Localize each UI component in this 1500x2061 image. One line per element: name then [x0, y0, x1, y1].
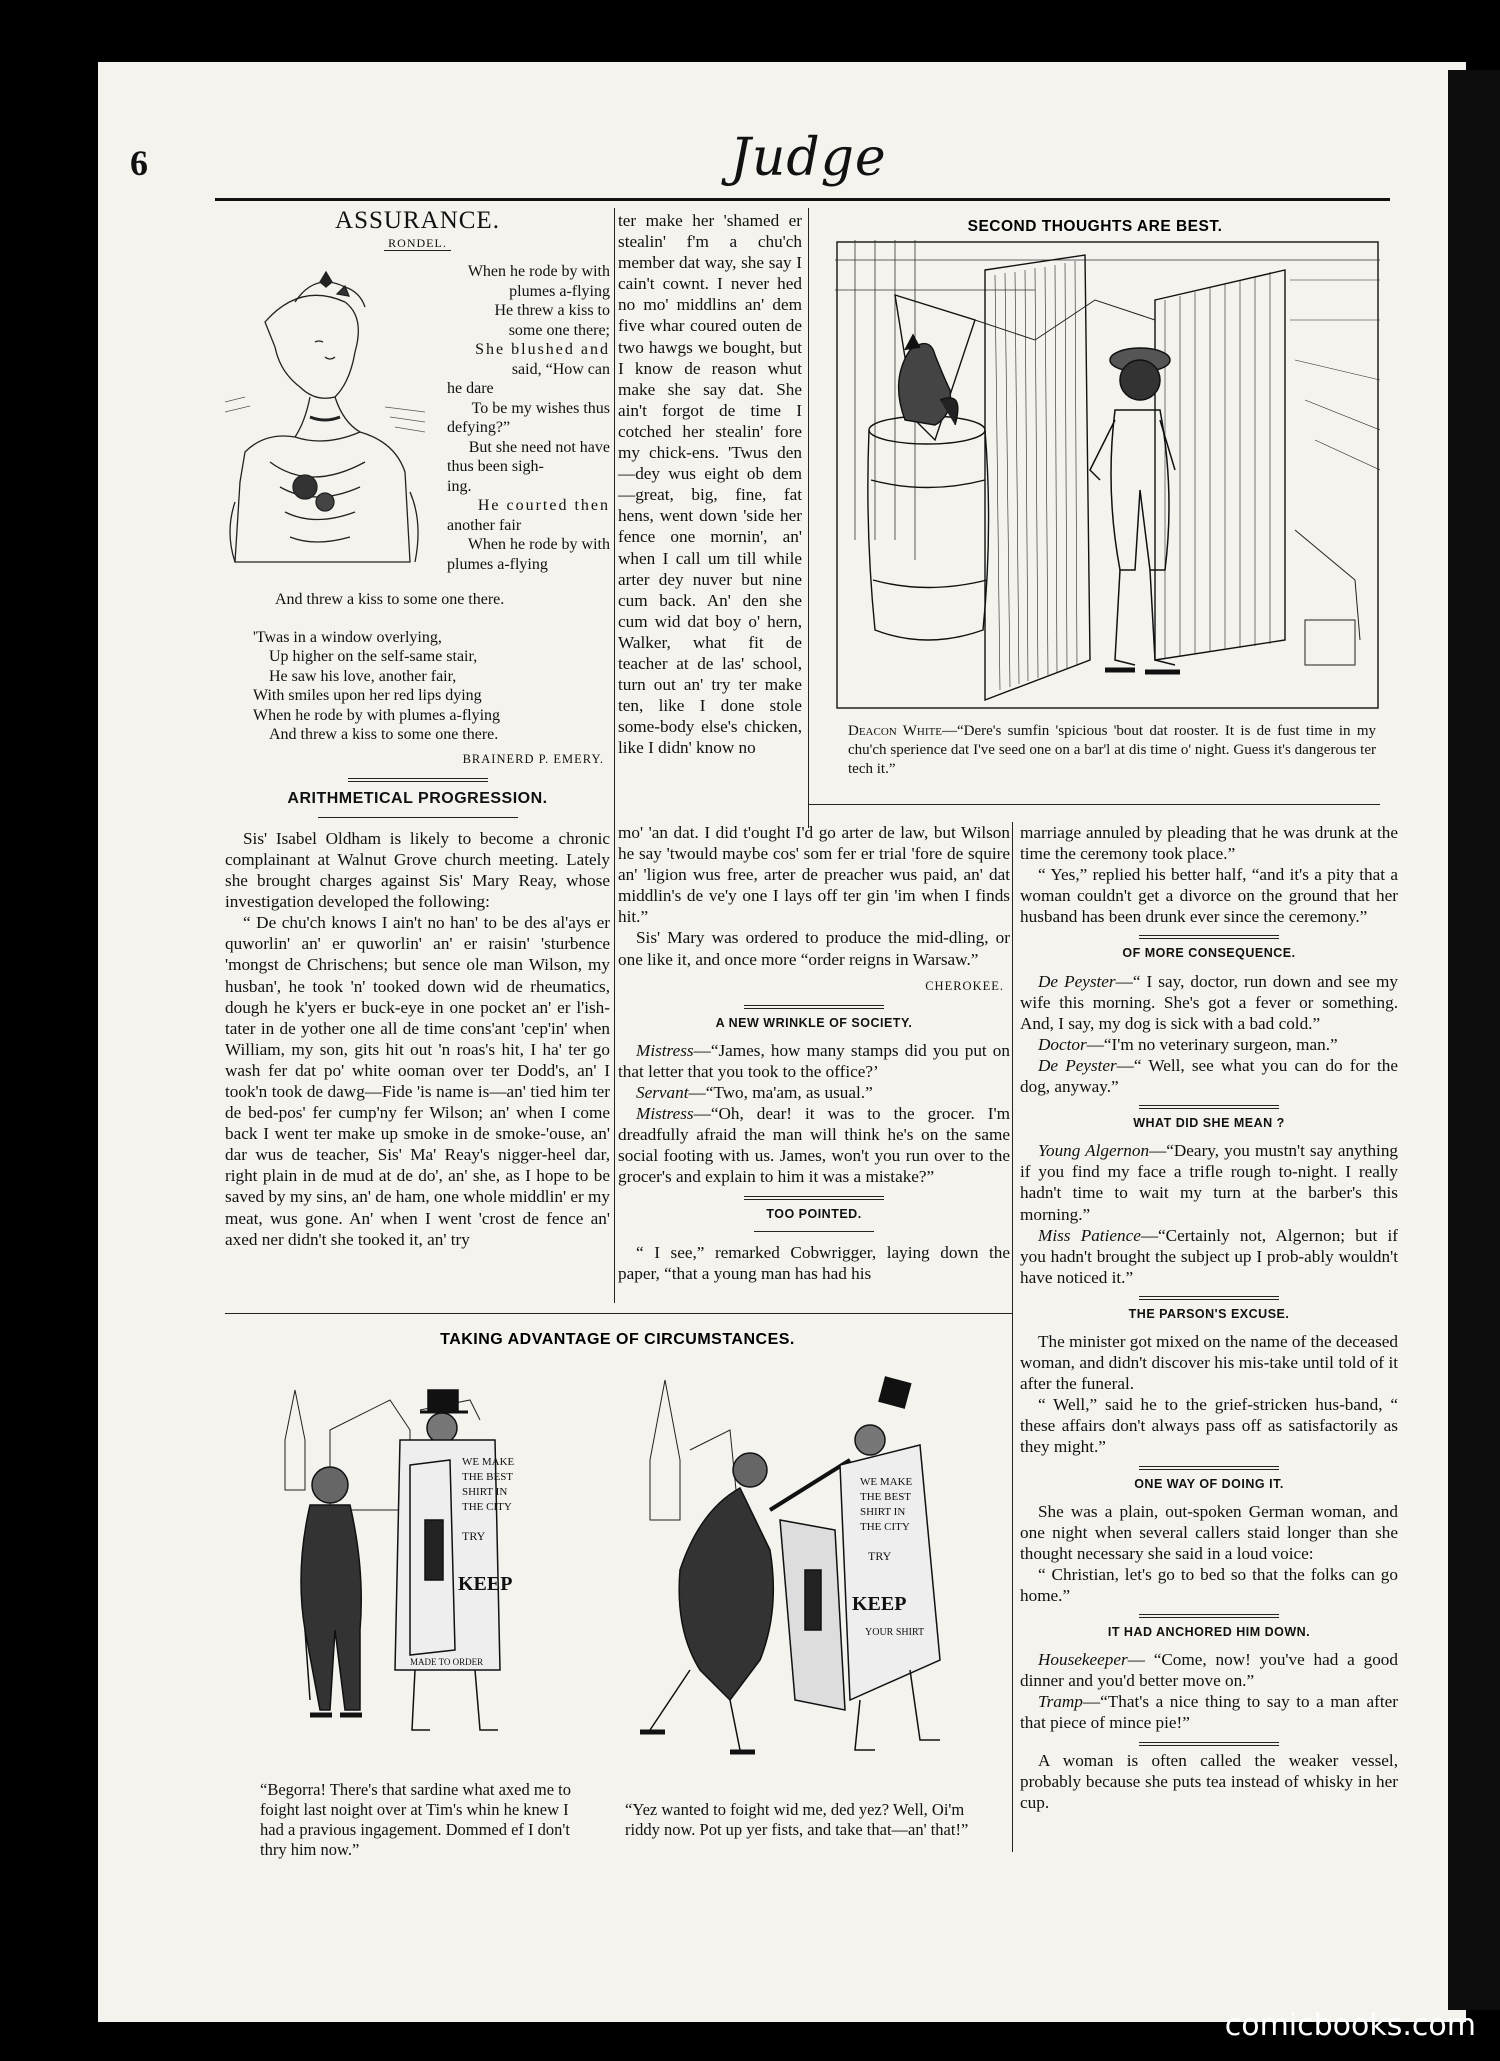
second-thoughts-title: SECOND THOUGHTS ARE BEST. — [967, 218, 1223, 235]
board-line: SHIRT IN — [462, 1486, 508, 1498]
caption-speaker: Deacon White — [848, 723, 942, 739]
mean-line: Young Algernon—“Deary, you mustn't say anything if you find my face a trifle rough to-night. I really hadn't time to wait my turn at the barber's this morning.” — [1020, 1141, 1399, 1224]
board-line: MADE TO ORDER — [410, 1657, 484, 1667]
parson-paragraph-1: The minister got mixed on the name of the deceased woman, and didn't discover his mis-take until told of it after the funeral. — [1020, 1331, 1398, 1394]
consequence-line: De Peyster—“ I say, doctor, run down and see my wife this morning. She's got a fever or something. And, I say, my dog is sick with a bad cold.” — [1020, 971, 1398, 1033]
irishman-sandwich-board-illustration — [270, 1370, 600, 1760]
arithmetical-conclusion: Sis' Mary was ordered to produce the mid-dling, or one like it, and once more “order reigns in Warsaw.” — [618, 928, 1010, 969]
column-divider — [808, 208, 809, 828]
section-divider — [1139, 935, 1279, 939]
board-line: SHIRT IN — [860, 1506, 906, 1518]
masthead-logo: Judge — [730, 128, 887, 188]
title-underline — [754, 1231, 874, 1232]
anchored-line: Housekeeper— “Come, now! you've had a good dinner and you'd better move on.” — [1020, 1650, 1398, 1691]
cherokee-signature: CHEROKEE. — [925, 978, 1004, 993]
poem-line: plumes a-flying — [509, 282, 610, 300]
wrinkle-line: Servant—“Two, ma'am, as usual.” — [636, 1083, 873, 1103]
section-divider — [1139, 1296, 1279, 1300]
poem-line: plumes a-flying — [447, 555, 548, 573]
pointed-paragraph: “ I see,” remarked Cobwrigger, laying down the paper, “that a young man has had his — [618, 1242, 1010, 1283]
board-line: TRY — [868, 1549, 892, 1563]
wrinkle-line: Mistress—“Oh, dear! it was to the grocer. I'm dreadfully afraid the man will think he's on the same social footing with us. James, won't you run over to the grocer's and explain to him it was a mistake?” — [618, 1104, 1010, 1187]
board-line: KEEP — [852, 1593, 907, 1615]
poem-line: She blushed and — [475, 341, 610, 359]
poem-line: When he rode by with — [467, 263, 610, 281]
poem-line: When he rode by with plumes a-flying — [253, 706, 501, 724]
poem-line: When he rode by with — [467, 536, 610, 554]
oneway-paragraph-2: “ Christian, let's go to bed so that the folks can go home.” — [1020, 1564, 1398, 1605]
wrinkle-title: A NEW WRINKLE OF SOCIETY. — [715, 1015, 913, 1030]
fight-sandwich-board-illustration — [620, 1370, 980, 1760]
consequence-line: De Peyster—“ Well, see what you can do for the dog, anyway.” — [1020, 1055, 1398, 1097]
section-rule — [225, 1313, 1012, 1314]
assurance-signature: BRAINERD P. EMERY. — [462, 751, 604, 766]
poem-line: And threw a kiss to some one there. — [275, 591, 505, 609]
board-line: THE BEST — [860, 1491, 912, 1503]
board-line: WE MAKE — [860, 1476, 913, 1488]
consequence-title: OF MORE CONSEQUENCE. — [1122, 946, 1296, 961]
poem-line: ing. — [447, 477, 472, 495]
poem-line: he dare — [447, 380, 494, 398]
deacon-rooster-illustration — [835, 240, 1380, 710]
section-divider — [744, 1196, 884, 1200]
section-divider — [1139, 1614, 1279, 1618]
circumstances-title: TAKING ADVANTAGE OF CIRCUMSTANCES. — [440, 1331, 795, 1348]
anchored-line: Tramp—“That's a nice thing to say to a man after that piece of mince pie!” — [1020, 1692, 1398, 1733]
assurance-stanza-1-right — [425, 262, 610, 574]
section-divider — [744, 1005, 884, 1009]
mean-title: WHAT DID SHE MEAN ? — [1133, 1116, 1285, 1131]
poem-line: thus been sigh- — [447, 458, 544, 476]
section-rule — [808, 804, 1380, 805]
wrinkle-line: Mistress—“James, how many stamps did you put on that letter that you took to the office?’ — [618, 1040, 1010, 1081]
arithmetical-continuation: mo' 'an dat. I did t'ought I'd go arter de law, but Wilson he say 'twould maybe cos' som fer er trial 'fore de squire an' 'ligion wus free, arter de preacher wus paid, an' dat middlin's de ve'y one I lays off ter gin 'im when I finds hit.” — [618, 823, 1010, 927]
column-1 — [225, 207, 610, 1250]
pointed-title: TOO POINTED. — [766, 1206, 862, 1221]
poem-line: He threw a kiss to — [494, 302, 610, 320]
column-4 — [1020, 822, 1398, 1813]
mean-line: Miss Patience—“Certainly not, Algernon; but if you hadn't brought the subject up I prob-ably wouldn't have noticed it.” — [1020, 1225, 1398, 1287]
watermark: comicbooks.com — [1224, 2008, 1476, 2043]
assurance-title: ASSURANCE. — [335, 207, 500, 234]
pointed-reply: “ Yes,” replied his better half, “and it's a pity that a woman couldn't get a divorce on the ground that her husband has been drunk ever since the ceremony.” — [1020, 865, 1398, 927]
parson-title: THE PARSON'S EXCUSE. — [1128, 1306, 1290, 1321]
arithmetical-paragraph-1: Sis' Isabel Oldham is likely to become a chronic complainant at Walnut Grove church meeting. Lately she brought charges against Sis' Mary Reay, whose investigation developed the following: — [225, 828, 610, 912]
assurance-subtitle: RONDEL. — [225, 233, 610, 254]
board-line: WE MAKE — [462, 1456, 515, 1468]
assurance-stanza-2 — [225, 628, 610, 745]
consequence-line: Doctor—“I'm no veterinary surgeon, man.” — [1038, 1034, 1338, 1054]
section-divider — [1139, 1466, 1279, 1470]
circumstances-caption-left: “Begorra! There's that sardine what axed me to foight last noight over at Tim's whin he knew I had a pravious ingagement. Dommed ef I don't thry him now.” — [260, 1780, 572, 1859]
column-2-text: ter make her 'shamed er stealin' f'm a chu'ch member dat way, she say I cain't cownt. I never hed no mo' middlins an' dem five whar coured outen de two hawgs we bought, but I know de reason whut make she say dat. She ain't forgot de time I cotched her stealin' fore my chick-ens. 'Twus den—dey wus eight ob dem—great, big, fine, fat hens, went down 'side her fence one mornin', an' when I call um till while arter dey nuver but nine cum back. An' den she cum wid dat boy o' hern, Walker, what fit de teacher at de las' school, turn out an' try ter make ten, like I done stole some-body else's chicken, like I didn' know no — [618, 211, 802, 758]
title-underline — [318, 817, 518, 818]
poem-line: 'Twas in a window overlying, — [253, 628, 442, 646]
vessel-paragraph: A woman is often called the weaker vessel, probably because she puts tea instead of whisky in her cup. — [1020, 1750, 1398, 1812]
poem-line: And threw a kiss to some one there. — [269, 726, 499, 744]
board-line: THE BEST — [462, 1471, 514, 1483]
pointed-continuation: marriage annuled by pleading that he was drunk at the time the ceremony took place.” — [1020, 823, 1398, 864]
column-divider — [1012, 822, 1013, 1852]
poem-line: But she need not have — [468, 438, 610, 456]
arithmetical-paragraph-2: “ De chu'ch knows I ain't no han' to be des al'ays er quworlin' an' er quworlin' an' er raisin' 'sturbence 'mongst de Chrischens; but sence ole man Wilson, my husban', he took 'n' tooked down wid de rheumatics, dough he k'yers er buck-eye in one pocket an' er l'ish-tater in de yother one all de time cons'ant 'cep'in' when William, my son, gits hit out 'n roas's hit, I ha' ter go wash fer dat po' white ooman over ter Dodd's, an' I took'n took de dawg—Fide 'is name is—an' tied him ter de bed-pos' fer cump'ny fer Wilson; an' when I come back I went ter make up smoke in de smoke-'ouse, an' dar wus de teacher, Sis' Ma' Reay's nigger-heel dar, right plain in de mud at de do', an' she, as I hope to be saved by my sins, an' de ham, one whole middlin' er my meat, wus gone. An' when I went 'crost de fence an' axed ner didn't she tooked it, an' try — [225, 913, 610, 1249]
poem-line: Up higher on the self-same stair, — [269, 648, 478, 666]
caption-text: —“Dere's sumfin 'spicious 'bout dat rooster. It is de fust time in my chu'ch sperience dat I've seed one on a bar'l at dis time o' night. Guess it's dangerous ter tech it.” — [848, 723, 1376, 777]
lady-portrait-illustration — [225, 262, 425, 582]
poem-line: defying?” — [447, 419, 511, 437]
section-divider — [1139, 1105, 1279, 1109]
section-divider — [1139, 1742, 1279, 1746]
poem-line: another fair — [447, 516, 522, 534]
poem-line: With smiles upon her red lips dying — [253, 687, 482, 705]
poem-line: some one there; — [508, 321, 610, 339]
poem-line: said, “How can — [511, 360, 610, 378]
oneway-title: ONE WAY OF DOING IT. — [1134, 1476, 1284, 1491]
poem-line: He courted then — [477, 497, 610, 515]
assurance-poem-block — [225, 262, 610, 582]
circumstances-caption-right: “Yez wanted to foight wid me, ded yez? Well, Oi'm riddy now. Pot up yer fists, and take that—an' that!” — [625, 1800, 969, 1839]
parson-paragraph-2: “ Well,” said he to the grief-stricken hus-band, “ these affairs don't always pass off as satisfactorily as they might.” — [1020, 1395, 1398, 1457]
poem-line: To be my wishes thus — [471, 399, 610, 417]
anchored-title: IT HAD ANCHORED HIM DOWN. — [1107, 1625, 1311, 1640]
section-divider — [348, 778, 488, 782]
board-line: KEEP — [458, 1573, 513, 1595]
adjacent-page-edge — [1448, 70, 1500, 2010]
arithmetical-title: ARITHMETICAL PROGRESSION. — [287, 789, 548, 807]
board-line: THE CITY — [860, 1521, 910, 1533]
board-line: THE CITY — [462, 1501, 512, 1513]
column-divider — [614, 208, 615, 1303]
second-thoughts-caption — [848, 722, 1376, 779]
header-rule — [215, 198, 1390, 201]
board-line: YOUR SHIRT — [865, 1627, 925, 1638]
oneway-paragraph-1: She was a plain, out-spoken German woman, and one night when several callers staid longer than she thought necessary she said in a loud voice: — [1020, 1501, 1398, 1563]
board-line: TRY — [462, 1529, 486, 1543]
poem-line: He saw his love, another fair, — [269, 667, 457, 685]
column-2-lower — [618, 822, 1010, 1284]
column-2-narrow — [618, 210, 802, 758]
page-number: 6 — [130, 143, 148, 183]
